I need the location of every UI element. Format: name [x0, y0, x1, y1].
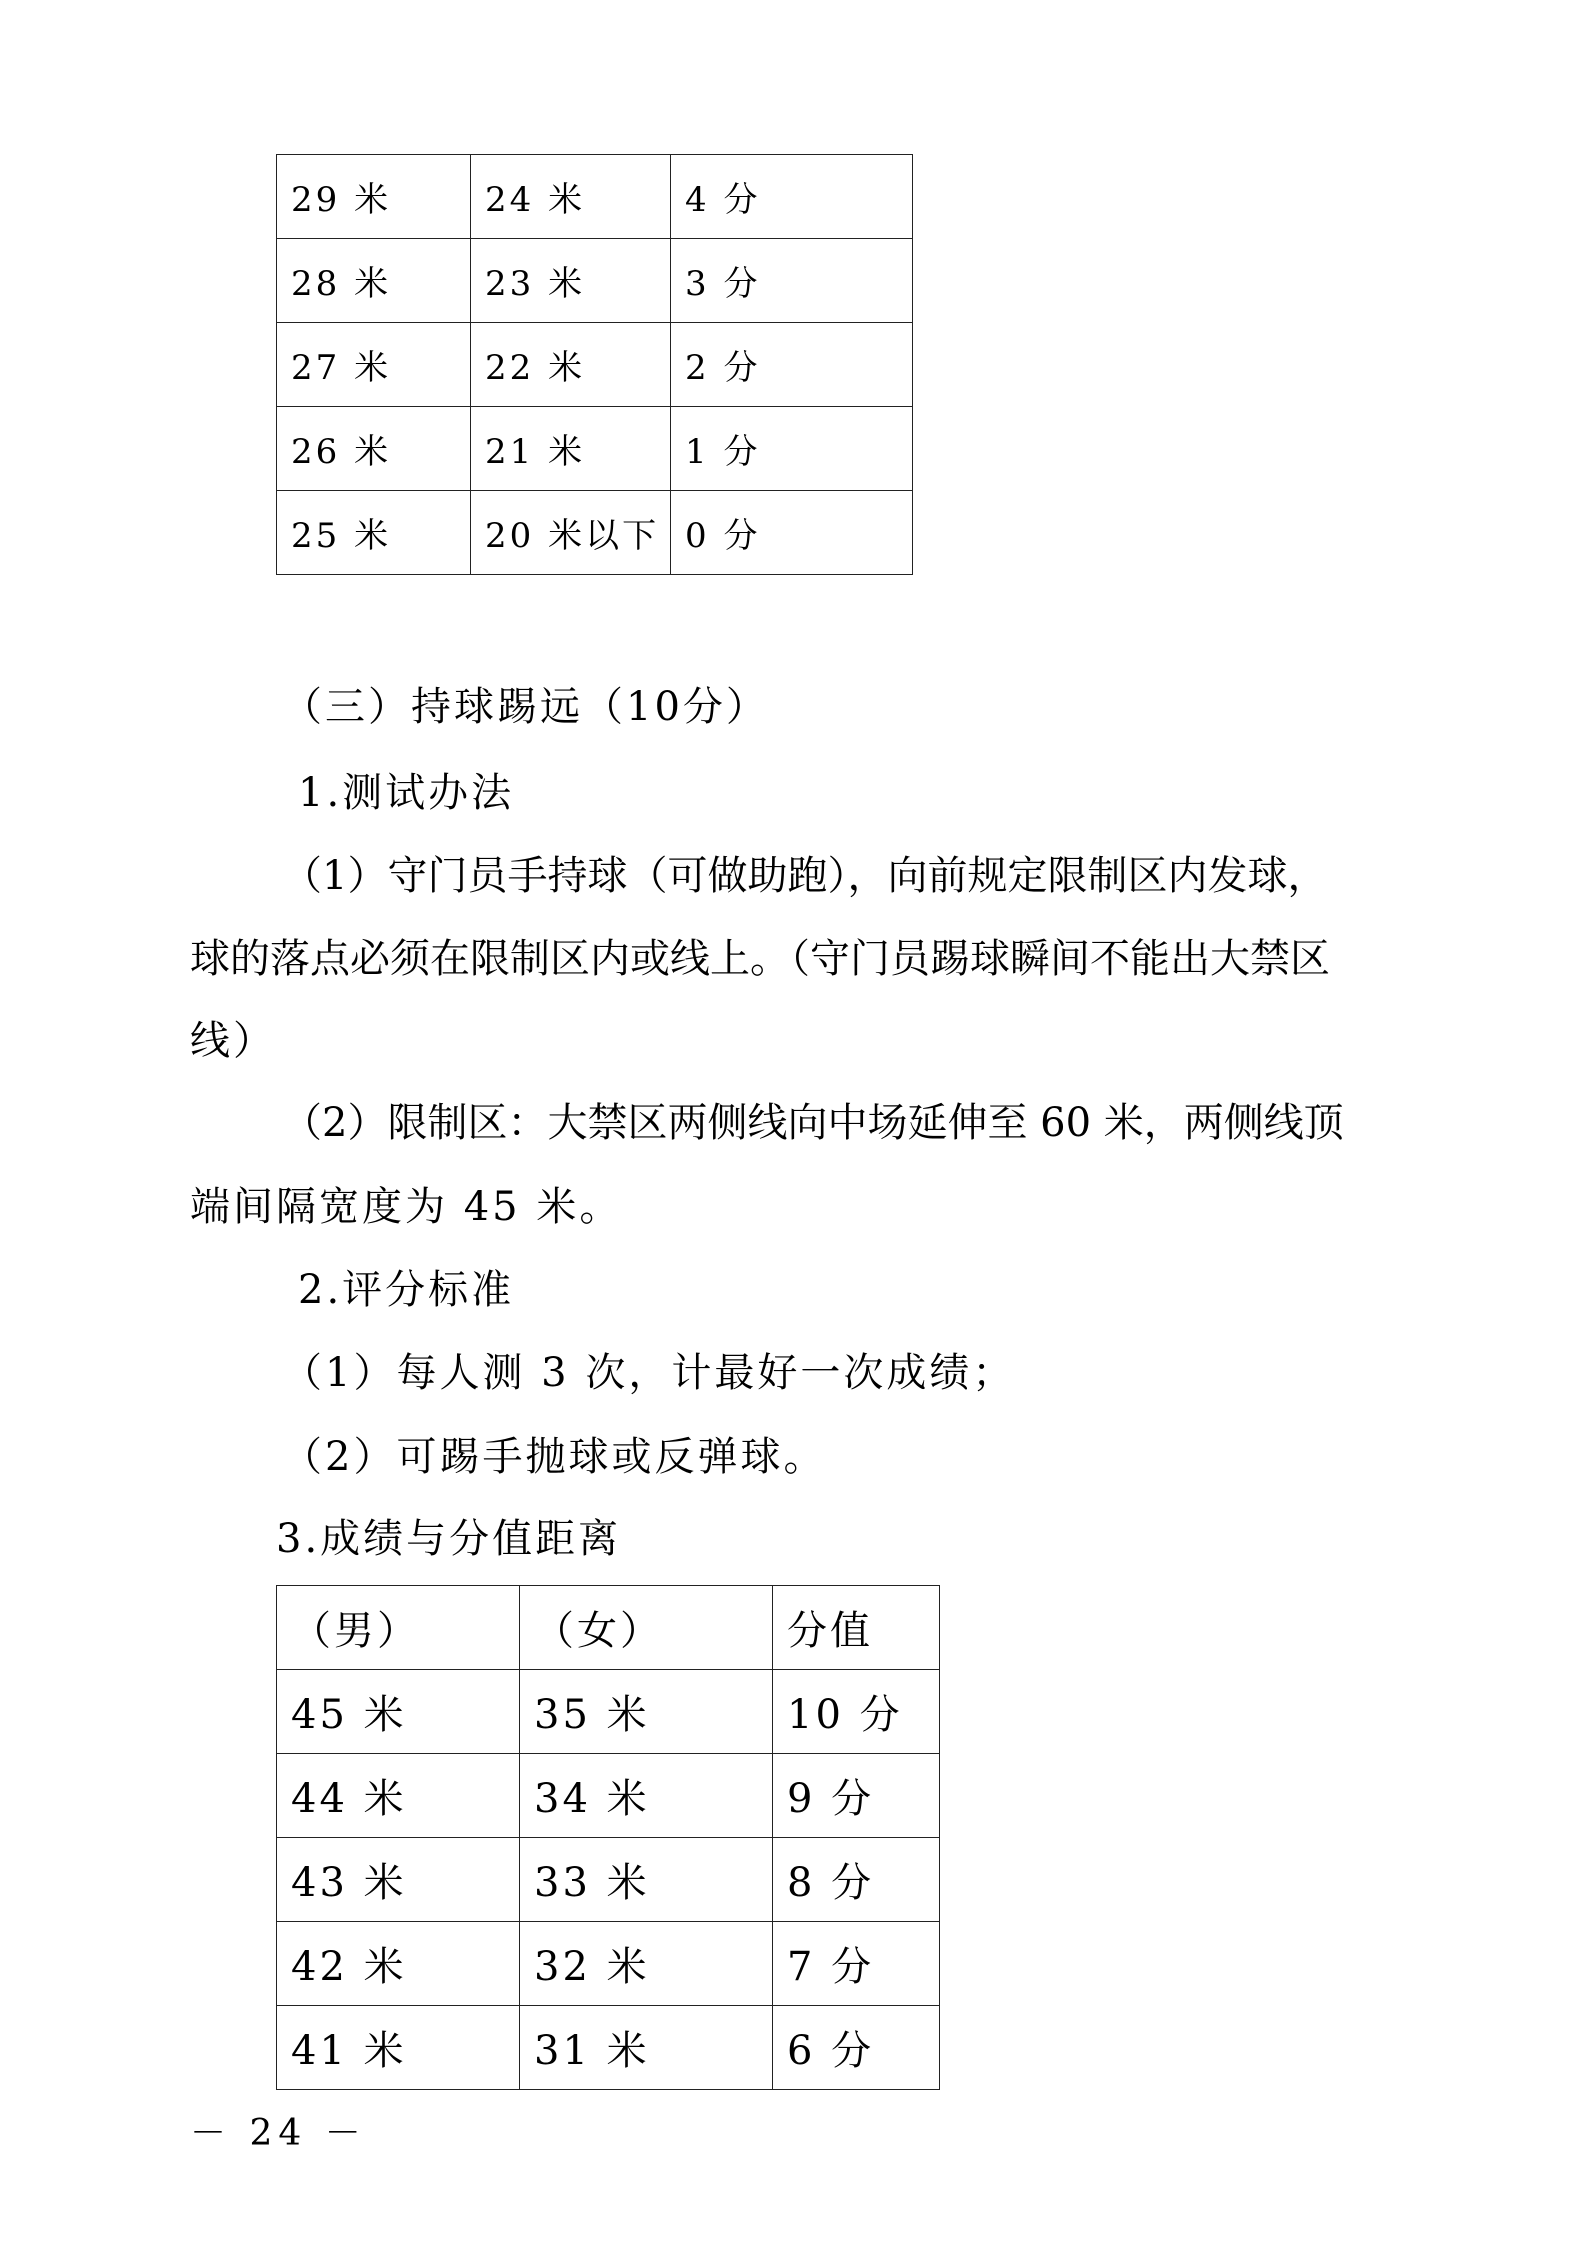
table-cell: 34 米: [520, 1754, 773, 1838]
score-table-heading: 3.成绩与分值距离: [276, 1516, 622, 1562]
table-row: [277, 1670, 940, 1754]
table-cell: 6 分: [773, 2006, 940, 2090]
table-cell: 10 分: [773, 1670, 940, 1754]
test-method-item1-line2: [190, 935, 1407, 983]
table-row: [277, 239, 913, 323]
table-cell: 8 分: [773, 1838, 940, 1922]
table-row: [277, 1754, 940, 1838]
scoring-item1: （1）每人测 3 次，计最好一次成绩；: [282, 1350, 1016, 1396]
table-cell: 28 米: [277, 239, 471, 323]
test-method-item1-line1: [282, 852, 1407, 900]
test-method-item2-line1: [282, 1099, 1407, 1147]
table-cell: 9 分: [773, 1754, 940, 1838]
table-cell: 20 米以下: [471, 491, 671, 575]
table-header-row: [277, 1586, 940, 1670]
table-cell: 29 米: [277, 155, 471, 239]
section-heading: （三）持球踢远（10分）: [282, 684, 769, 730]
test-method-item1-line3: 线）: [190, 1018, 276, 1064]
table-cell: 43 米: [277, 1838, 520, 1922]
table-cell: 42 米: [277, 1922, 520, 2006]
table-cell: 41 米: [277, 2006, 520, 2090]
table-cell: 44 米: [277, 1754, 520, 1838]
paragraph-text: （2）限制区：大禁区两侧线向中场延伸至 60 米，两侧线顶: [282, 1100, 1344, 1146]
table-row: [277, 1838, 940, 1922]
table-cell: 24 米: [471, 155, 671, 239]
table-cell: 3 分: [671, 239, 913, 323]
test-method-heading: 1.测试办法: [298, 770, 515, 816]
column-header-male: （男）: [277, 1586, 520, 1670]
table-cell: 45 米: [277, 1670, 520, 1754]
distance-score-table-bottom: [276, 1585, 940, 2090]
table-cell: 0 分: [671, 491, 913, 575]
paragraph-text: （1）守门员手持球（可做助跑），向前规定限制区内发球，: [282, 853, 1328, 899]
table-row: [277, 407, 913, 491]
scoring-item2: （2）可踢手抛球或反弹球。: [282, 1434, 827, 1480]
test-method-item2-line2: 端间隔宽度为 45 米。: [190, 1184, 623, 1230]
table-cell: 35 米: [520, 1670, 773, 1754]
table-cell: 32 米: [520, 1922, 773, 2006]
scoring-heading: 2.评分标准: [298, 1267, 515, 1313]
column-header-female: （女）: [520, 1586, 773, 1670]
table-row: [277, 2006, 940, 2090]
table-cell: 33 米: [520, 1838, 773, 1922]
page-number: － 24 －: [190, 2113, 367, 2154]
table-cell: 23 米: [471, 239, 671, 323]
table-cell: 4 分: [671, 155, 913, 239]
table-cell: 25 米: [277, 491, 471, 575]
table-cell: 22 米: [471, 323, 671, 407]
table-row: [277, 323, 913, 407]
table-cell: 31 米: [520, 2006, 773, 2090]
distance-score-table-top: [276, 154, 913, 575]
table-row: [277, 1922, 940, 2006]
table-row: [277, 491, 913, 575]
table-row: [277, 155, 913, 239]
column-header-score: 分值: [773, 1586, 940, 1670]
table-cell: 26 米: [277, 407, 471, 491]
table-cell: 27 米: [277, 323, 471, 407]
table-cell: 7 分: [773, 1922, 940, 2006]
table-cell: 2 分: [671, 323, 913, 407]
table-cell: 1 分: [671, 407, 913, 491]
table-cell: 21 米: [471, 407, 671, 491]
paragraph-text: 球的落点必须在限制区内或线上。（守门员踢球瞬间不能出大禁区: [190, 936, 1330, 982]
